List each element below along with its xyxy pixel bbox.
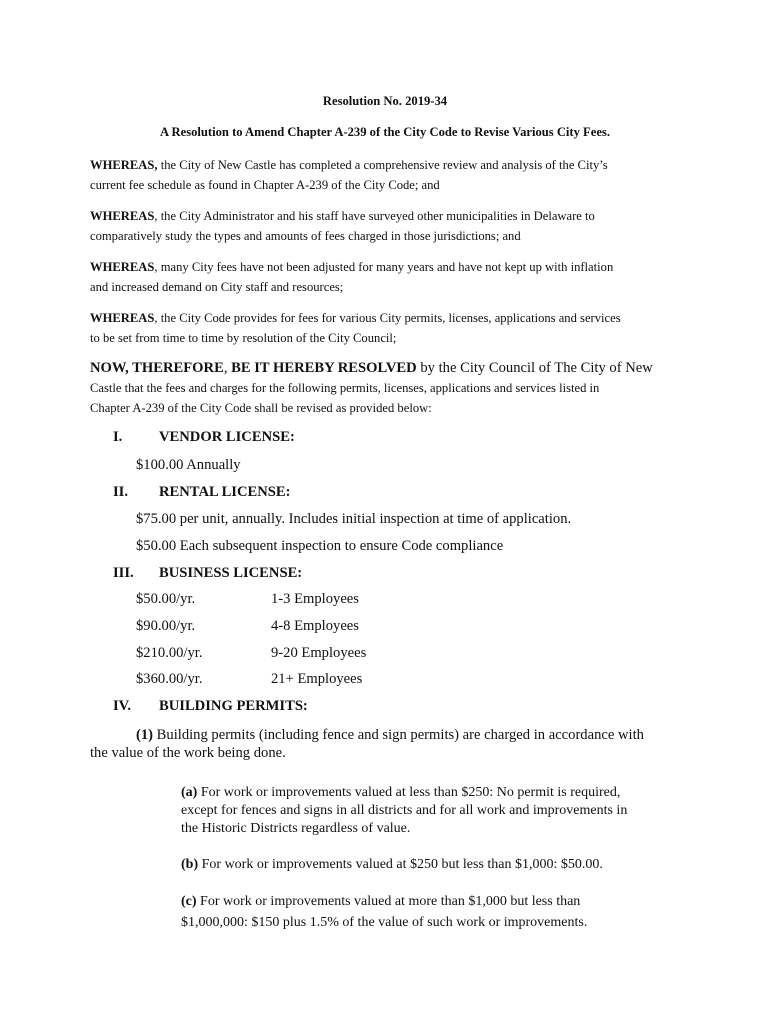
permit-item-text: For work or improvements valued at $250 but less than $1,000: $50.00. <box>198 857 603 872</box>
section-heading: RENTAL LICENSE: <box>159 484 291 500</box>
section-heading: VENDOR LICENSE: <box>159 429 295 445</box>
resolved-text: Chapter A-239 of the City Code shall be revised as provided below: <box>90 401 432 415</box>
whereas-text: and increased demand on City staff and resources; <box>90 280 344 294</box>
permit-item-text: $1,000,000: $150 plus 1.5% of the value of such work or improvements. <box>181 915 588 930</box>
whereas-lead: WHEREAS <box>90 209 155 223</box>
resolved-paragraph <box>90 358 690 418</box>
whereas-text: to be set from time to time by resolution of the City Council; <box>90 331 397 345</box>
business-fee: $50.00/yr. <box>136 591 196 607</box>
resolved-text: Castle that the fees and charges for the following permits, licenses, applications and services listed in <box>90 381 600 395</box>
permit-item-lead: (a) <box>181 785 198 800</box>
section-number: II. <box>113 484 129 500</box>
whereas-paragraph <box>90 308 690 348</box>
whereas-text: , the City Administrator and his staff have surveyed other municipalities in Delaware to <box>154 209 595 223</box>
business-fee: $210.00/yr. <box>136 645 203 661</box>
whereas-paragraph <box>90 206 690 246</box>
whereas-text: the City of New Castle has completed a comprehensive review and analysis of the City’s <box>157 158 608 172</box>
resolution-subtitle: A Resolution to Amend Chapter A-239 of the City Code to Revise Various City Fees. <box>160 125 610 139</box>
business-employees: 9-20 Employees <box>271 645 367 661</box>
section-heading: BUILDING PERMITS: <box>159 698 308 714</box>
permit-item-text: except for fences and signs in all districts and for all work and improvements in <box>181 803 628 818</box>
permit-item-lead: (b) <box>181 857 199 872</box>
whereas-text: , the City Code provides for fees for various City permits, licenses, applications and services <box>154 311 621 325</box>
resolved-lead: BE IT HEREBY RESOLVED <box>231 360 417 376</box>
section-number: I. <box>113 429 123 445</box>
permit-item <box>181 891 681 933</box>
fee-line: $50.00 Each subsequent inspection to ensure Code compliance <box>136 538 504 554</box>
resolved-comma: , <box>223 360 232 376</box>
business-employees: 4-8 Employees <box>271 618 359 634</box>
resolution-title: Resolution No. 2019-34 <box>322 94 448 108</box>
whereas-paragraph <box>90 257 690 297</box>
fee-line: $75.00 per unit, annually. Includes initial inspection at time of application. <box>136 511 572 527</box>
building-intro-text: the value of the work being done. <box>90 745 286 761</box>
resolved-lead: NOW, THEREFORE <box>90 360 224 376</box>
whereas-lead: WHEREAS, <box>90 158 158 172</box>
permit-item-text: For work or improvements valued at less than $250: No permit is required, <box>197 785 621 800</box>
whereas-text: , many City fees have not been adjusted for many years and have not kept up with inflation <box>154 260 614 274</box>
whereas-lead: WHEREAS <box>90 260 155 274</box>
business-employees: 1-3 Employees <box>271 591 359 607</box>
whereas-lead: WHEREAS <box>90 311 155 325</box>
building-intro-text: Building permits (including fence and sign permits) are charged in accordance with <box>153 727 644 743</box>
building-intro <box>136 727 644 744</box>
section-number: III. <box>113 565 134 581</box>
fee-line: $100.00 Annually <box>136 457 241 473</box>
whereas-paragraph <box>90 155 690 195</box>
business-fee: $360.00/yr. <box>136 671 203 687</box>
section-heading: BUSINESS LICENSE: <box>159 565 303 581</box>
resolved-text: by the City Council of The City of New <box>416 360 653 376</box>
permit-item <box>181 856 681 874</box>
business-fee: $90.00/yr. <box>136 618 196 634</box>
permit-item-text: the Historic Districts regardless of value. <box>181 821 411 836</box>
section-number: IV. <box>113 698 131 714</box>
business-employees: 21+ Employees <box>271 671 363 687</box>
whereas-text: comparatively study the types and amounts of fees charged in those jurisdictions; and <box>90 229 521 243</box>
building-intro-lead: (1) <box>136 727 154 743</box>
permit-item <box>181 784 681 838</box>
permit-item-lead: (c) <box>181 894 197 909</box>
permit-item-text: For work or improvements valued at more than $1,000 but less than <box>196 894 581 909</box>
whereas-text: current fee schedule as found in Chapter A-239 of the City Code; and <box>90 178 440 192</box>
